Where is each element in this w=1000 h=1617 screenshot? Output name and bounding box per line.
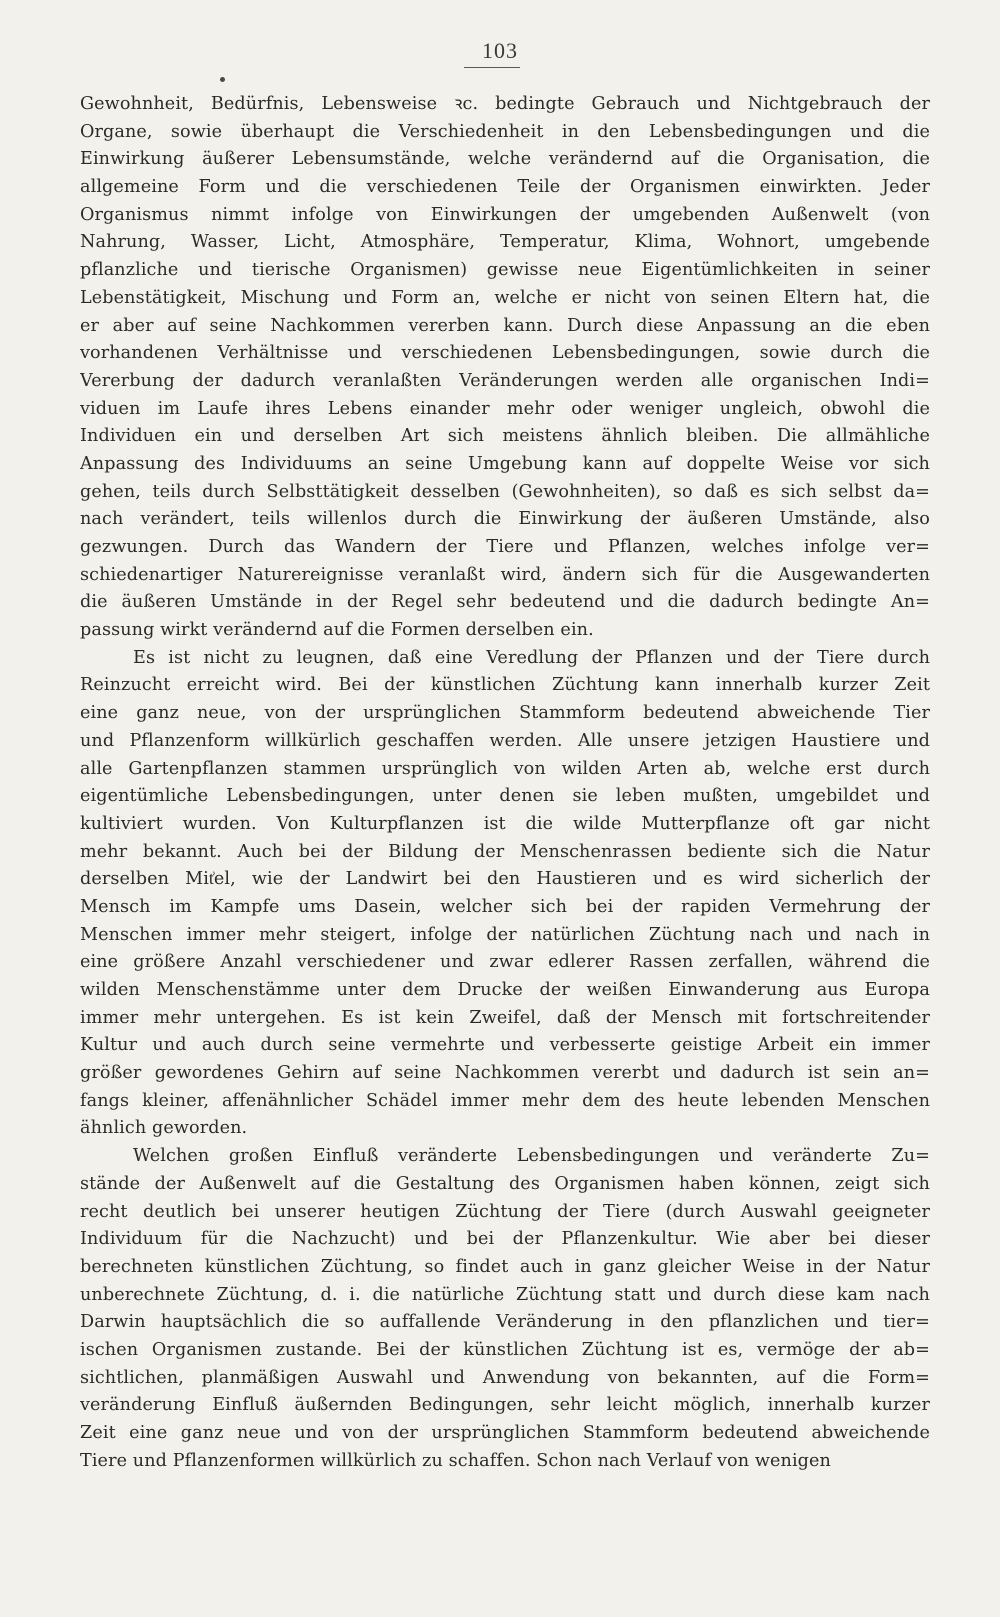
text-line: Kultur und auch durch seine vermehrte und verbesserte geistige Arbeit ein immer — [80, 1035, 930, 1056]
text-line: Welchen großen Einfluß veränderte Lebensbedingungen und veränderte Zu= — [133, 1146, 930, 1167]
text-line: wilden Menschenstämme unter dem Drucke der weißen Einwanderung aus Europa — [80, 980, 930, 1000]
text-line: gezwungen. Durch das Wandern der Tiere und Pflanzen, welches infolge ver= — [80, 537, 930, 557]
text-line: stände der Außenwelt auf die Gestaltung des Organismen haben können, zeigt sich — [80, 1173, 930, 1194]
text-line: Individuen ein und derselben Art sich meistens ähnlich bleiben. Die allmähliche — [80, 426, 930, 447]
text-line: Reinzucht erreicht wird. Bei der künstlichen Züchtung kann innerhalb kurzer Zeit — [80, 675, 930, 696]
text-line: Gewohnheit, Bedürfnis, Lebensweise ꝛc. bedingte Gebrauch und Nichtgebrauch der — [80, 94, 930, 114]
text-line: ähnlich geworden. — [80, 1118, 248, 1139]
text-line: Lebenstätigkeit, Mischung und Form an, welche er nicht von seinen Eltern hat, die — [80, 287, 930, 308]
text-line: derselben Mit͗el, wie der Landwirt bei den Haustieren und es wird sicherlich der — [80, 869, 930, 890]
text-line: Zeit eine ganz neue und von der ursprünglichen Stammform bedeutend abweichende — [80, 1423, 930, 1443]
text-line: schiedenartiger Naturereignisse veranlaßt wird, ändern sich für die Ausgewanderten — [80, 564, 930, 585]
text-line: Menschen immer mehr steigert, infolge der natürlichen Züchtung nach und nach in — [80, 924, 930, 945]
text-line: Vererbung der dadurch veranlaßten Veränderungen werden alle organischen Indi= — [80, 370, 930, 391]
text-line: veränderung Einfluß äußernden Bedingungen, sehr leicht möglich, innerhalb kurzer — [80, 1395, 930, 1416]
page-number: 103 — [482, 38, 518, 63]
text-line: Nahrung, Wasser, Licht, Atmosphäre, Temperatur, Klima, Wohnort, umgebende — [80, 232, 930, 253]
text-line: nach verändert, teils willenlos durch die Einwirkung der äußeren Umstände, also — [80, 509, 930, 530]
text-line: alle Gartenpflanzen stammen ursprünglich von wilden Arten ab, welche erst durch — [80, 758, 930, 779]
text-line: kultiviert wurden. Von Kulturpflanzen ist die wilde Mutterpflanze oft gar nicht — [80, 813, 930, 834]
text-line: eine größere Anzahl verschiedener und zwar edlerer Rassen zerfallen, während die — [80, 952, 930, 973]
text-line: die äußeren Umstände in der Regel sehr bedeutend und die dadurch bedingte An= — [80, 592, 930, 613]
text-line: berechneten künstlichen Züchtung, so findet auch in ganz gleicher Weise in der Natur — [80, 1256, 930, 1277]
text-line: Individuum für die Nachzucht) und bei der Pflanzenkultur. Wie aber bei dieser — [80, 1229, 930, 1250]
text-line: größer gewordenes Gehirn auf seine Nachkommen vererbt und dadurch ist sein an= — [80, 1063, 930, 1084]
text-line: Tiere und Pflanzenformen willkürlich zu schaffen. Schon nach Verlauf von wenigen — [80, 1450, 831, 1471]
text-line: Mensch im Kampfe ums Dasein, welcher sich bei der rapiden Vermehrung der — [80, 896, 930, 917]
text-line: Anpassung des Individuums an seine Umgebung kann auf doppelte Weise vor sich — [80, 453, 930, 474]
text-line: gehen, teils durch Selbsttätigkeit desselben (Gewohnheiten), so daß es sich selbst da= — [80, 481, 930, 502]
body-text — [80, 91, 930, 1475]
text-line: recht deutlich bei unserer heutigen Züchtung der Tiere (durch Auswahl geeigneter — [80, 1201, 930, 1222]
text-line: viduen im Laufe ihres Lebens einander mehr oder weniger ungleich, obwohl die — [80, 398, 930, 419]
text-line: Darwin hauptsächlich die so auffallende Veränderung in den pflanzlichen und tier= — [80, 1312, 930, 1333]
text-line: und Pflanzenform willkürlich geschaffen werden. Alle unsere jetzigen Haustiere und — [80, 730, 930, 751]
text-line: passung wirkt verändernd auf die Formen derselben ein. — [80, 620, 594, 641]
text-line: unberechnete Züchtung, d. i. die natürliche Züchtung statt und durch diese kam nach — [80, 1284, 930, 1305]
text-line: ischen Organismen zustande. Bei der künstlichen Züchtung ist es, vermöge der ab= — [80, 1339, 930, 1360]
text-line: eigentümliche Lebensbedingungen, unter denen sie leben mußten, umgebildet und — [80, 786, 930, 807]
text-line: sichtlichen, planmäßigen Auswahl und Anwendung von bekannten, auf die Form= — [80, 1367, 930, 1388]
text-line: Es ist nicht zu leugnen, daß eine Veredlung der Pflanzen und der Tiere durch — [133, 647, 930, 668]
text-line: Organismus nimmt infolge von Einwirkungen der umgebenden Außenwelt (von — [80, 204, 930, 225]
text-line: mehr bekannt. Auch bei der Bildung der Menschenrassen bediente sich die Natur — [80, 841, 930, 862]
text-line: Organe, sowie überhaupt die Verschiedenheit in den Lebensbedingungen und die — [80, 121, 930, 142]
text-line: vorhandenen Verhältnisse und verschiedenen Lebensbedingungen, sowie durch die — [80, 343, 930, 364]
page-number-rule — [464, 67, 520, 68]
text-line: Einwirkung äußerer Lebensumstände, welche verändernd auf die Organisation, die — [80, 149, 930, 170]
ink-speck — [220, 77, 225, 82]
text-line: allgemeine Form und die verschiedenen Teile der Organismen einwirkten. Jeder — [80, 177, 930, 198]
text-line: fangs kleiner, affenähnlicher Schädel immer mehr dem des heute lebenden Menschen — [80, 1090, 930, 1111]
paragraph — [80, 645, 930, 1143]
text-line: pflanzliche und tierische Organismen) gewisse neue Eigentümlichkeiten in seiner — [80, 260, 930, 281]
text-line: er aber auf seine Nachkommen vererben kann. Durch diese Anpassung an die eben — [80, 315, 930, 336]
text-line: immer mehr untergehen. Es ist kein Zweifel, daß der Mensch mit fortschreitender — [80, 1007, 930, 1028]
paragraph — [80, 1143, 930, 1475]
paragraph — [80, 91, 930, 645]
text-line: eine ganz neue, von der ursprünglichen Stammform bedeutend abweichende Tier — [80, 703, 930, 724]
